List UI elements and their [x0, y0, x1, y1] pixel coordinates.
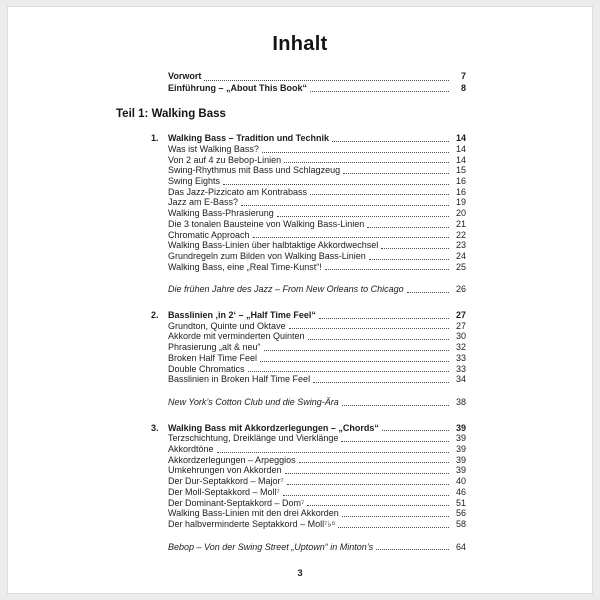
toc-entry — [151, 476, 466, 487]
dot-leader — [369, 259, 449, 260]
entry-page: 7 — [460, 71, 466, 81]
toc-entry — [151, 487, 466, 498]
entry-label: Chromatic Approach — [168, 229, 250, 240]
dot-leader — [241, 205, 449, 206]
section-heading — [151, 133, 466, 144]
section-footer-entry — [151, 542, 466, 553]
entry-page: 58 — [455, 518, 466, 529]
entry-page: 34 — [455, 374, 466, 385]
entry-label: Walking Bass, eine „Real Time-Kunst“! — [168, 261, 322, 272]
dot-leader — [262, 152, 449, 153]
dot-leader — [342, 405, 449, 406]
entry-page: 27 — [455, 310, 466, 321]
toc-entry — [151, 165, 466, 176]
toc-entry — [151, 240, 466, 251]
entry-label: Swing-Rhythmus mit Bass und Schlagzeug — [168, 165, 341, 176]
toc-entry — [151, 144, 466, 155]
dot-leader — [299, 462, 449, 463]
toc-section — [151, 423, 466, 553]
dot-leader — [287, 484, 449, 485]
entry-label: Walking Bass-Linien über halbtaktige Akkordwechsel — [168, 240, 379, 251]
dot-leader — [308, 339, 449, 340]
entry-page: 39 — [455, 444, 466, 455]
toc-entry — [151, 331, 466, 342]
entry-page: 27 — [455, 320, 466, 331]
section-footer-entry — [151, 397, 466, 408]
toc-entry — [151, 262, 466, 273]
toc-entry — [151, 230, 466, 241]
entry-label: Der Moll-Septakkord – Moll⁷ — [168, 486, 280, 497]
dot-leader — [277, 216, 449, 217]
toc-entry — [151, 342, 466, 353]
toc-entry — [151, 187, 466, 198]
entry-label: Grundregeln zum Bilden von Walking Bass-Linien — [168, 250, 366, 261]
part-heading: Teil 1: Walking Bass — [116, 108, 226, 121]
entry-page: 46 — [455, 486, 466, 497]
entry-page: 39 — [455, 454, 466, 465]
dot-leader — [260, 361, 449, 362]
entry-label: Basslinien in Broken Half Time Feel — [168, 374, 311, 385]
dot-leader — [382, 430, 449, 431]
toc-section — [151, 133, 466, 295]
entry-label: Die frühen Jahre des Jazz – From New Orleans to Chicago — [168, 284, 404, 295]
dot-leader — [264, 350, 449, 351]
entry-page: 16 — [455, 186, 466, 197]
dot-leader — [204, 80, 449, 81]
entry-label: Der Dur-Septakkord – Major⁷ — [168, 476, 284, 487]
entry-page: 64 — [455, 541, 466, 552]
entry-label: Swing Eights — [168, 176, 221, 186]
entry-label: Jazz am E-Bass? — [168, 197, 239, 208]
entry-page: 32 — [455, 342, 466, 353]
entry-label: Akkordzerlegungen – Arpeggios — [168, 454, 296, 465]
entry-page: 19 — [455, 197, 466, 208]
entry-label: Walking Bass-Phrasierung — [168, 208, 274, 219]
entry-label: Vorwort — [168, 71, 202, 81]
entry-page: 33 — [455, 352, 466, 363]
entry-label: Double Chromatics — [168, 363, 245, 374]
entry-label: Was ist Walking Bass? — [168, 143, 259, 154]
dot-leader — [367, 227, 449, 228]
toc-entry — [151, 219, 466, 230]
front-matter-entry — [168, 71, 466, 83]
dot-leader — [248, 371, 449, 372]
dot-leader — [289, 328, 449, 329]
dot-leader — [313, 382, 449, 383]
entry-page: 8 — [460, 82, 466, 93]
entry-page: 39 — [455, 433, 466, 444]
entry-page: 14 — [455, 143, 466, 154]
front-matter-entry — [168, 83, 466, 95]
toc-entry — [151, 465, 466, 476]
entry-page: 25 — [455, 261, 466, 272]
entry-page: 51 — [455, 497, 466, 508]
toc-entry — [151, 208, 466, 219]
entry-page: 26 — [455, 284, 466, 295]
entry-page: 30 — [455, 331, 466, 342]
dot-leader — [310, 194, 449, 195]
section-heading — [151, 423, 466, 434]
entry-label: Das Jazz-Pizzicato am Kontrabass — [168, 186, 308, 197]
entry-label: Akkorde mit verminderten Quinten — [168, 331, 305, 342]
toc-entry — [151, 251, 466, 262]
entry-page: 23 — [455, 240, 466, 251]
dot-leader — [319, 318, 449, 319]
entry-label: Bebop – Von der Swing Street „Uptown“ in Minton’s — [168, 541, 374, 552]
dot-leader — [376, 549, 449, 550]
dot-leader — [217, 452, 449, 453]
toc-entry — [151, 364, 466, 375]
book-page — [7, 6, 593, 594]
entry-label: Basslinien ‚in 2‘ – „Half Time Feel“ — [168, 310, 316, 321]
entry-page: 38 — [455, 396, 466, 407]
entry-page: 22 — [455, 229, 466, 240]
dot-leader — [341, 441, 449, 442]
entry-page: 39 — [455, 465, 466, 476]
toc-entry — [151, 444, 466, 455]
section-number: 2. — [151, 310, 159, 321]
entry-label: Phrasierung „alt & neu“ — [168, 342, 261, 353]
sections — [151, 133, 466, 552]
entry-label: Akkordtöne — [168, 444, 214, 455]
dot-leader — [407, 292, 449, 293]
entry-page: 56 — [455, 508, 466, 519]
entry-page: 16 — [455, 176, 466, 186]
entry-page: 14 — [455, 154, 466, 165]
toc-entry — [151, 455, 466, 466]
entry-page: 24 — [455, 250, 466, 261]
section-footer-entry — [151, 284, 466, 295]
toc-entry — [151, 197, 466, 208]
dot-leader — [332, 141, 449, 142]
entry-label: Von 2 auf 4 zu Bebop-Linien — [168, 154, 282, 165]
toc-entry — [151, 433, 466, 444]
toc-entry — [151, 155, 466, 166]
entry-page: 40 — [455, 476, 466, 487]
dot-leader — [310, 91, 449, 92]
entry-label: Terzschichtung, Dreiklänge und Vierklänge — [168, 433, 339, 444]
entry-page: 39 — [455, 422, 466, 433]
toc-entry — [151, 321, 466, 332]
dot-leader — [285, 473, 449, 474]
dot-leader — [307, 505, 449, 506]
dot-leader — [284, 162, 449, 163]
dot-leader — [253, 237, 449, 238]
page-number: 3 — [297, 568, 303, 579]
toc-entry — [151, 374, 466, 385]
entry-page: 15 — [455, 165, 466, 176]
toc-entry — [151, 508, 466, 519]
entry-label: Einführung – „About This Book“ — [168, 82, 307, 93]
entry-label: Der Dominant-Septakkord – Dom⁷ — [168, 497, 305, 508]
toc-entry — [151, 498, 466, 509]
dot-leader — [223, 184, 449, 185]
dot-leader — [338, 527, 449, 528]
toc-entry — [151, 176, 466, 187]
toc-section — [151, 310, 466, 408]
entry-page: 14 — [455, 133, 466, 144]
entry-page: 20 — [455, 208, 466, 219]
entry-label: Walking Bass – Tradition und Technik — [168, 133, 330, 144]
dot-leader — [342, 516, 449, 517]
toc-entry — [151, 353, 466, 364]
entry-label: Der halbverminderte Septakkord – Moll⁷♭⁵ — [168, 518, 336, 529]
entry-label: New York’s Cotton Club und die Swing-Ära — [168, 396, 339, 407]
section-number: 3. — [151, 422, 159, 433]
entry-label: Grundton, Quinte und Oktave — [168, 320, 286, 331]
front-matter — [168, 71, 466, 94]
entry-page: 33 — [455, 363, 466, 374]
entry-page: 21 — [455, 218, 466, 229]
entry-label: Die 3 tonalen Bausteine von Walking Bass-Linien — [168, 218, 365, 229]
entry-label: Broken Half Time Feel — [168, 352, 258, 363]
dot-leader — [381, 248, 449, 249]
entry-label: Umkehrungen von Akkorden — [168, 465, 282, 476]
section-heading — [151, 310, 466, 321]
toc-entry — [151, 519, 466, 530]
dot-leader — [343, 173, 449, 174]
section-number: 1. — [151, 133, 159, 144]
dot-leader — [325, 269, 449, 270]
page-title: Inhalt — [272, 33, 328, 55]
entry-label: Walking Bass-Linien mit den drei Akkorden — [168, 508, 339, 519]
dot-leader — [283, 495, 449, 496]
entry-label: Walking Bass mit Akkordzerlegungen – „Chords“ — [168, 422, 379, 433]
